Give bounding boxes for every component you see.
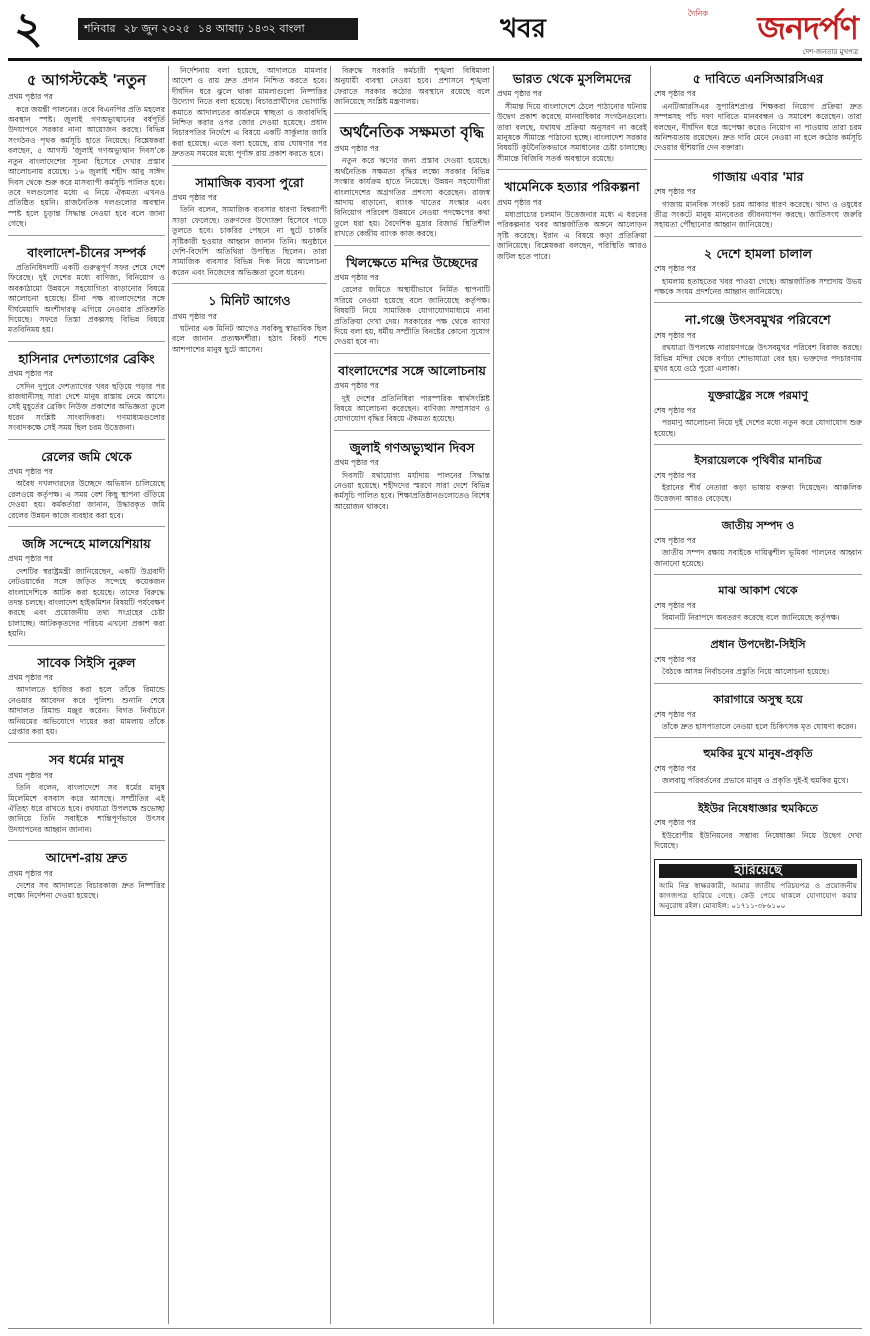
article-body: সীমান্ত দিয়ে বাংলাদেশে ঠেলে পাঠানোর ঘটনায় উদ্বেগ প্রকাশ করেছে মানবাধিকার সংগঠনগুলো। তারা বলছে, যথাযথ প্রক্রিয়া অনুসরণ না করেই মানুষকে সীমান্তে পাঠানো হচ্ছে। বাংলাদেশ সরকার বিষয়টি কূটনৈতিকভাবে সমাধানের চেষ্টা চালাচ্ছে। সীমান্তে বিজিবি সতর্ক অবস্থানে রয়েছে। (497, 101, 647, 163)
article-body: গাজায় মানবিক সংকট চরম আকার ধারণ করেছে। খাদ্য ও ওষুধের তীব্র সংকটে মানুষ মানবেতর জীবনযাপন করছে। জাতিসংঘ জরুরি সহায়তা পৌঁছানোর আহ্বান জানিয়েছে। (654, 199, 862, 230)
article-us-nuclear (654, 384, 862, 440)
dateline (78, 18, 358, 40)
headline: খামেনিকে হত্যার পরিকল্পনা (504, 179, 640, 195)
article-israel-map (654, 449, 862, 505)
continuation-label: শেষ পৃষ্ঠার পর (654, 187, 696, 197)
headline: জাতীয় সম্পদ ও (721, 519, 795, 533)
headline: ভারত থেকে মুসলিমদের (512, 71, 632, 86)
continuation-label: প্রথম পৃষ্ঠার পর (8, 770, 53, 780)
continuation-label: শেষ পৃষ্ঠার পর (654, 818, 696, 828)
continuation-label: প্রথম পৃষ্ঠার পর (172, 193, 217, 203)
article-khilkhet-temple (334, 250, 490, 349)
article-body: নতুন করে ঋণের জন্য প্রস্তাব দেওয়া হয়েছে। অর্থনৈতিক সক্ষমতা বৃদ্ধির লক্ষ্যে সরকার বিভিন্ন সংস্কার কার্যক্রম হাতে নিয়েছে। উন্নয়ন সহযোগীরা বাংলাদেশের অগ্রগতির প্রশংসা করেছেন। রাজস্ব আদায় বাড়ানো, ব্যাংক খাতের সংস্কার এবং বিনিয়োগ পরিবেশ উন্নয়নে নেওয়া পদক্ষেপের কথা তুলে ধরা হয়। বৈদেশিক মুদ্রার রিজার্ভ স্থিতিশীল রাখতে কেন্দ্রীয় ব্যাংক কাজ করছে। (334, 156, 490, 239)
article-body: পরমাণু আলোচনা নিয়ে দুই দেশের মধ্যে নতুন করে যোগাযোগ শুরু হয়েছে। (654, 418, 862, 438)
headline: সাবেক সিইসি নুরুল (37, 654, 136, 670)
brand-name: জনদর্পণ (757, 9, 858, 47)
lost-notice-body: আমি নিম্ন স্বাক্ষরকারী, আমার জাতীয় পরিচয়পত্র ও প্রয়োজনীয় কাগজপত্র হারিয়ে গেছে। কেউ পেয়ে থাকলে যোগাযোগ করার অনুরোধ রইল। মোবাইল: ০১৭১১-৩৮৬১০০ (659, 881, 857, 911)
headline: হাসিনার দেশত্যাগের ব্রেকিং (18, 350, 155, 366)
divider (654, 159, 862, 160)
continuation-label: শেষ পৃষ্ঠার পর (654, 470, 696, 480)
divider (654, 628, 862, 629)
article-august-5 (8, 66, 165, 231)
divider (497, 169, 647, 170)
continuation-label: শেষ পৃষ্ঠার পর (654, 655, 696, 665)
article-eu-sanctions (654, 797, 862, 853)
article-body: দেশের সব আদালতে বিচারকাজ দ্রুত নিষ্পত্তির লক্ষ্যে নির্দেশনা দেওয়া হয়েছে। (8, 881, 165, 901)
divider (8, 840, 165, 841)
article-two-countries-attack (654, 241, 862, 299)
column-1 (8, 66, 165, 1326)
continuation-label: শেষ পৃষ্ঠার পর (654, 330, 696, 340)
divider (334, 430, 490, 431)
article-body: দেশটির স্বরাষ্ট্রমন্ত্রী জানিয়েছেন, একটি উগ্রবাদী নেটওয়ার্কের সঙ্গে জড়িত সন্দেহে কয়েকজন বাংলাদেশিকে আটক করা হয়েছে। তাদের বিরুদ্ধে তদন্ত চলছে। বাংলাদেশ হাইকমিশন বিষয়টি পর্যবেক্ষণ করছে এবং প্রয়োজনীয় তথ্য সংগ্রহের চেষ্টা চালাচ্ছে। আটককৃতদের পরিচয় এখনো প্রকাশ করা হয়নি। (8, 566, 165, 639)
continuation-label: প্রথম পৃষ্ঠার পর (8, 554, 53, 564)
article-body: মধ্যপ্রাচ্যের চলমান উত্তেজনার মধ্যে এ ধরনের পরিকল্পনার খবর আন্তর্জাতিক অঙ্গনে আলোড়ন সৃষ্টি করেছে। ইরান এ বিষয়ে কড়া প্রতিক্রিয়া জানিয়েছে। বিশ্লেষকরা বলছেন, পরিস্থিতি আরও জটিল হতে পারে। (497, 210, 647, 261)
column-divider (650, 66, 651, 1324)
dateline-date-bangla: ১৪ আষাঢ় ১৪৩২ বাংলা (197, 22, 305, 35)
article-national-resources (654, 514, 862, 570)
article-mid-air (654, 579, 862, 624)
continuation-label: শেষ পৃষ্ঠার পর (654, 709, 696, 719)
headline: রেলের জমি থেকে (41, 448, 132, 464)
headline: ইসরায়েলকে পৃথিবীর মানচিত্র (694, 454, 822, 468)
continuation-label: শেষ পৃষ্ঠার পর (654, 406, 696, 416)
headline: গাজায় এবার 'মার (712, 168, 804, 184)
article-body: জলবায়ু পরিবর্তনের প্রভাবে মানুষ ও প্রকৃতি দুই-ই হুমকির মুখে। (662, 776, 849, 786)
article-chief-adviser-cec (654, 633, 862, 678)
section-title: খবর (500, 14, 546, 44)
divider (8, 526, 165, 527)
continuation-label: শেষ পৃষ্ঠার পর (654, 535, 696, 545)
divider (334, 353, 490, 354)
continuation-label: প্রথম পৃষ্ঠার পর (8, 466, 53, 476)
continuation-label: প্রথম পৃষ্ঠার পর (172, 311, 217, 321)
article-body: সেদিন দুপুরে দেশত্যাগের খবর ছড়িয়ে পড়ার পর রাজধানীসহ সারা দেশে মানুষ রাস্তায় নেমে আসে। সেই মুহূর্তের ব্রেকিং নিউজ প্রকাশের অভিজ্ঞতা তুলে ধরেন সংশ্লিষ্ট সাংবাদিকরা। গণমাধ্যমগুলোর সংবাদকক্ষে সেই সময় ছিল চরম উত্তেজনা। (8, 381, 165, 433)
article-body: দুই দেশের প্রতিনিধিরা পারস্পরিক স্বার্থসংশ্লিষ্ট বিষয়ে আলোচনা করেছেন। বাণিজ্য সম্প্রসারণ ও যোগাযোগ বৃদ্ধির বিষয়ে ঐকমত্য হয়েছে। (334, 393, 490, 424)
article-body: ইরানের শীর্ষ নেতারা কড়া ভাষায় বক্তব্য দিয়েছেন। আঞ্চলিক উত্তেজনা আরও বেড়েছে। (654, 483, 862, 503)
dateline-day: শনিবার (84, 22, 116, 35)
headline: প্রধান উপদেষ্টা-সিইসি (710, 638, 806, 652)
divider (334, 245, 490, 246)
article-body: আদালতে হাজির করা হলে তাঁকে রিমান্ডে নেওয়ার আবেদন করে পুলিশ। শুনানি শেষে আদালত রিমান্ড মঞ্জুর করেন। বিগত নির্বাচনে অনিয়মের অভিযোগে দায়ের করা মামলায় তাঁকে গ্রেপ্তার করা হয়। (8, 685, 165, 736)
headline: সব ধর্মের মানুষ (49, 752, 124, 768)
headline: বাংলাদেশ-চীনের সম্পর্ক (27, 244, 146, 260)
continuation-label: প্রথম পৃষ্ঠার পর (8, 369, 53, 379)
page-number: ২ (14, 3, 43, 54)
column-divider (168, 66, 169, 1324)
article-gaza (654, 164, 862, 232)
divider (8, 341, 165, 342)
article-khamenei-plot (497, 174, 647, 263)
continuation-label: প্রথম পৃষ্ঠার পর (8, 868, 53, 878)
article-body: জাতীয় সম্পদ রক্ষায় সবাইকে দায়িত্বশীল ভূমিকা পালনের আহ্বান জানানো হয়েছে। (654, 548, 862, 568)
masthead-rule (8, 58, 862, 61)
headline: হুমকির মুখে মানুষ-প্রকৃতি (703, 747, 813, 761)
article-body: রেলের জমিতে অস্থায়ীভাবে নির্মিত স্থাপনাটি সরিয়ে নেওয়া হয়েছে বলে জানিয়েছে কর্তৃপক্ষ। বিষয়টি নিয়ে সামাজিক যোগাযোগমাধ্যমে নানা প্রতিক্রিয়া দেখা দেয়। সরকারের পক্ষ থেকে ব্যাখ্যা দিয়ে বলা হয়, ধর্মীয় সম্প্রীতি বিনষ্টের কোনো সুযোগ দেওয়া হবে না। (334, 285, 490, 347)
article-body: হামলায় হতাহতের খবর পাওয়া গেছে। আন্তর্জাতিক সম্প্রদায় উভয় পক্ষকে সংযম প্রদর্শনের আহ্বান জানিয়েছে। (654, 276, 862, 296)
article-body: প্রতিনিধিদলটি একটি গুরুত্বপূর্ণ সফর শেষে দেশে ফিরেছে। দুই দেশের মধ্যে বাণিজ্য, বিনিয়োগ ও অবকাঠামো উন্নয়নে সহযোগিতা বাড়ানোর বিষয়ে আলোচনা হয়েছে। চীনা পক্ষ বাংলাদেশের সঙ্গে দীর্ঘমেয়াদি অংশীদারত্ব এগিয়ে নেওয়ার প্রতিশ্রুতি দিয়েছে। সফরে তিস্তা প্রকল্পসহ বিভিন্ন বিষয়ে মতবিনিময় হয়। (8, 262, 165, 335)
continuation-label: শেষ পৃষ্ঠার পর (654, 264, 696, 274)
divider (172, 283, 327, 284)
article-body: ইউরোপীয় ইউনিয়নের সম্ভাব্য নিষেধাজ্ঞা নিয়ে উদ্বেগ দেখা দিয়েছে। (654, 830, 862, 851)
continuation-label: প্রথম পৃষ্ঠার পর (497, 197, 542, 207)
headline: মাঝ আকাশ থেকে (718, 583, 798, 597)
headline: সামাজিক ব্যবসা পুরো (195, 174, 304, 190)
article-body: তিনি বলেন, সামাজিক ব্যবসার ধারণা বিশ্বব্যাপী সাড়া ফেলেছে। তরুণদের উদ্যোক্তা হিসেবে গড়ে তুলতে হবে। চাকরির পেছনে না ছুটে চাকরি সৃষ্টিকারী হওয়ার আহ্বান জানান তিনি। অনুষ্ঠানে দেশি-বিদেশি অতিথিরা উপস্থিত ছিলেন। তারা সামাজিক ব্যবসার বিভিন্ন দিক নিয়ে আলোচনা করেন এবং নিজেদের অভিজ্ঞতা তুলে ধরেন। (172, 205, 327, 277)
divider (172, 165, 327, 166)
column-4 (497, 66, 647, 1326)
article-former-cec (8, 650, 165, 739)
column-2 (172, 66, 327, 1326)
continuation-label: প্রথম পৃষ্ঠার পর (8, 92, 53, 102)
article-nature-threat (654, 742, 862, 787)
divider (654, 302, 862, 303)
article-narayanganj (654, 307, 862, 375)
continuation-label: শেষ পৃষ্ঠার পর (654, 763, 696, 773)
continuation-label: প্রথম পৃষ্ঠার পর (334, 381, 379, 391)
divider (654, 379, 862, 380)
headline: জুলাই গণঅভ্যুত্থান দিবস (349, 439, 475, 455)
article-ntrca-demands (654, 66, 862, 155)
brand-tagline: দেশ-জনতার মুখপত্র (802, 48, 858, 56)
divider (654, 509, 862, 510)
divider (8, 235, 165, 236)
article-india-muslims (497, 66, 647, 165)
column-divider (330, 66, 331, 1324)
headline: ৫ আগস্টকেই 'নতুন (26, 71, 147, 89)
article-one-minute (172, 288, 327, 356)
headline: জঙ্গি সন্দেহে মালয়েশিয়ায় (22, 535, 151, 551)
article-all-religions (8, 747, 165, 836)
divider (8, 645, 165, 646)
column-5 (654, 66, 862, 1326)
column-3 (334, 66, 490, 1326)
article-verdict-continued (172, 66, 327, 161)
brand-small: দৈনিক (687, 9, 708, 18)
article-body: অবৈধ দখলদারদের উচ্ছেদে অভিযান চালিয়েছে রেলওয়ে কর্তৃপক্ষ। এ সময় বেশ কিছু স্থাপনা গুঁড়িয়ে দেওয়া হয়। কর্মকর্তারা জানান, উদ্ধারকৃত জমি রেলের উন্নয়ন কাজে ব্যবহার করা হবে। (8, 479, 165, 520)
article-body: বিমানটি নিরাপদে অবতরণ করেছে বলে জানিয়েছে কর্তৃপক্ষ। (662, 613, 840, 623)
divider (654, 574, 862, 575)
article-hasina-breaking (8, 346, 165, 435)
article-prison-illness (654, 688, 862, 733)
brand-logo (658, 6, 858, 54)
article-malaysia (8, 531, 165, 641)
article-body: রথযাত্রা উপলক্ষে নারায়ণগঞ্জে উৎসবমুখর পরিবেশ বিরাজ করছে। বিভিন্ন মন্দির থেকে বর্ণাঢ্য শোভাযাত্রা বের হয়। ভক্তদের পদচারণায় মুখর হয়ে ওঠে পুরো এলাকা। (654, 343, 862, 373)
divider (654, 792, 862, 793)
masthead (8, 3, 862, 56)
article-body: তিনি বলেন, বাংলাদেশে সব ধর্মের মানুষ মিলেমিশে বসবাস করে আসছে। সম্প্রীতির এই ঐতিহ্য ধরে রাখতে হবে। রথযাত্রা উপলক্ষে শুভেচ্ছা জানিয়ে তিনি সবাইকে শান্তিপূর্ণভাবে উৎসব উদযাপনের আহ্বান জানান। (8, 783, 165, 834)
divider (654, 236, 862, 237)
lost-notice-box (654, 859, 862, 916)
column-divider (493, 66, 494, 1324)
article-bd-china (8, 240, 165, 337)
continuation-label: প্রথম পৃষ্ঠার পর (497, 89, 542, 99)
article-body: করে জয়ন্তী পালনের। তবে বিএনপির প্রতি মহলের অবস্থান স্পষ্ট। জুলাই গণঅভ্যুত্থানের বর্ষপূর্তি উদযাপনে সরকার নানা আয়োজন করছে। বিভিন্ন সংগঠনও পৃথক কর্মসূচি হাতে নিয়েছে। বিশ্লেষকরা বলছেন, ৫ আগস্ট 'জুলাই গণঅভ্যুত্থান দিবস'কে নতুন বাংলাদেশের সূচনা হিসেবে দেখার প্রস্তাব আলোচনায় রয়েছে। ১৬ জুলাই শহীদ আবু সাঈদ দিবস থেকে শুরু করে মাসব্যাপী কর্মসূচি পালিত হবে। তবে দলগুলোর মধ্যে এ নিয়ে ঐকমত্য এখনও প্রতিষ্ঠিত হয়নি। রাজনৈতিক দলগুলোর অবস্থান স্পষ্ট হলে চূড়ান্ত সিদ্ধান্ত নেওয়া হবে বলে জানা গেছে। (8, 104, 165, 229)
headline: না.গঞ্জে উৎসবমুখর পরিবেশে (685, 312, 831, 328)
divider (654, 683, 862, 684)
headline: ইইউর নিষেধাজ্ঞার হুমকিতে (698, 801, 818, 815)
article-body: নির্দেশনায় বলা হয়েছে, আদালতে মামলার আদেশ ও রায় দ্রুত প্রদান নিশ্চিত করতে হবে। দীর্ঘদিন ধরে ঝুলে থাকা মামলাগুলো নিষ্পত্তির উদ্যোগ নিতে বলা হয়েছে। বিচারপ্রার্থীদের ভোগান্তি কমাতে আদালতের কার্যক্রমে স্বচ্ছতা ও জবাবদিহি নিশ্চিত করার ওপর জোর দেওয়া হয়েছে। প্রধান বিচারপতির নির্দেশে এ বিষয়ে একটি সার্কুলার জারি করা হয়েছে। এতে বলা হয়েছে, রায় ঘোষণার পর দ্রুততম সময়ের মধ্যে পূর্ণাঙ্গ রায় প্রকাশ করতে হবে। (172, 66, 327, 159)
article-body: এনটিআরসিএর সুপারিশপ্রাপ্ত শিক্ষকরা নিয়োগ প্রক্রিয়া দ্রুত সম্পন্নসহ পাঁচ দফা দাবিতে মানববন্ধন ও সমাবেশ করেছেন। তারা বলছেন, দীর্ঘদিন ধরে অপেক্ষা করেও নিয়োগ না পাওয়ায় তারা চরম অনিশ্চয়তায় রয়েছেন। দ্রুত দাবি মেনে নেওয়া না হলে কঠোর কর্মসূচি দেওয়ার হুঁশিয়ারি দেন বক্তারা। (654, 101, 862, 153)
divider (334, 113, 490, 114)
article-verdict-fast (8, 845, 165, 903)
headline: বাংলাদেশের সঙ্গে আলোচনায় (338, 362, 486, 378)
article-discipline (334, 66, 490, 109)
lost-notice-title: হারিয়েছে (659, 864, 857, 878)
article-body: দিবসটি যথাযোগ্য মর্যাদায় পালনের সিদ্ধান্ত নেওয়া হয়েছে। শহীদদের স্মরণে সারা দেশে বিভিন্ন কর্মসূচি পালিত হবে। শিক্ষাপ্রতিষ্ঠানগুলোতেও বিশেষ আয়োজন থাকবে। (334, 470, 490, 511)
footer-rule (8, 1328, 862, 1329)
article-body: বৈঠকে আসন্ন নির্বাচনের প্রস্তুতি নিয়ে আলোচনা হয়েছে। (662, 667, 830, 677)
headline: আদেশ-রায় দ্রুত (45, 850, 128, 866)
article-talks-bangladesh (334, 358, 490, 426)
article-social-business (172, 170, 327, 280)
divider (654, 737, 862, 738)
continuation-label: প্রথম পৃষ্ঠার পর (334, 143, 379, 153)
headline: ৫ দাবিতে এনসিআরসিএর (692, 71, 824, 86)
continuation-label: প্রথম পৃষ্ঠার পর (334, 458, 379, 468)
headline: ২ দেশে হামলা চালাল (704, 245, 812, 261)
divider (8, 439, 165, 440)
article-economic-capacity (334, 118, 490, 241)
article-body: বিরুদ্ধে সরকারি কর্মচারী শৃঙ্খলা বিধিমালা অনুযায়ী ব্যবস্থা নেওয়া হবে। প্রশাসনে শৃঙ্খলা ফেরাতে সরকার কঠোর অবস্থানে রয়েছে বলে জানিয়েছে সংশ্লিষ্ট মন্ত্রণালয়। (334, 66, 490, 107)
article-body: ঘটনার এক মিনিট আগেও সবকিছু স্বাভাবিক ছিল বলে জানান প্রত্যক্ষদর্শীরা। হঠাৎ বিকট শব্দে আশপাশের মানুষ ছুটে আসেন। (172, 324, 327, 354)
headline: যুক্তরাষ্ট্রের সঙ্গে পরমাণু (708, 389, 808, 403)
divider (654, 444, 862, 445)
headline: অর্থনৈতিক সক্ষমতা বৃদ্ধি (339, 122, 485, 141)
headline: ১ মিনিট আগেও (208, 293, 291, 309)
continuation-label: শেষ পৃষ্ঠার পর (654, 600, 696, 610)
continuation-label: প্রথম পৃষ্ঠার পর (334, 272, 379, 282)
headline: খিলক্ষেতে মন্দির উচ্ছেদের (346, 254, 478, 270)
divider (8, 742, 165, 743)
headline: কারাগারে অসুস্থ হয়ে (713, 692, 803, 706)
dateline-date-english: ২৮ জুন ২০২৫ (123, 22, 190, 35)
continuation-label: প্রথম পৃষ্ঠার পর (8, 672, 53, 682)
article-july-uprising-day (334, 435, 490, 513)
article-body: তাঁকে দ্রুত হাসপাতালে নেওয়া হলে চিকিৎসক মৃত ঘোষণা করেন। (662, 721, 857, 731)
continuation-label: শেষ পৃষ্ঠার পর (654, 89, 696, 99)
article-railway-land (8, 444, 165, 522)
